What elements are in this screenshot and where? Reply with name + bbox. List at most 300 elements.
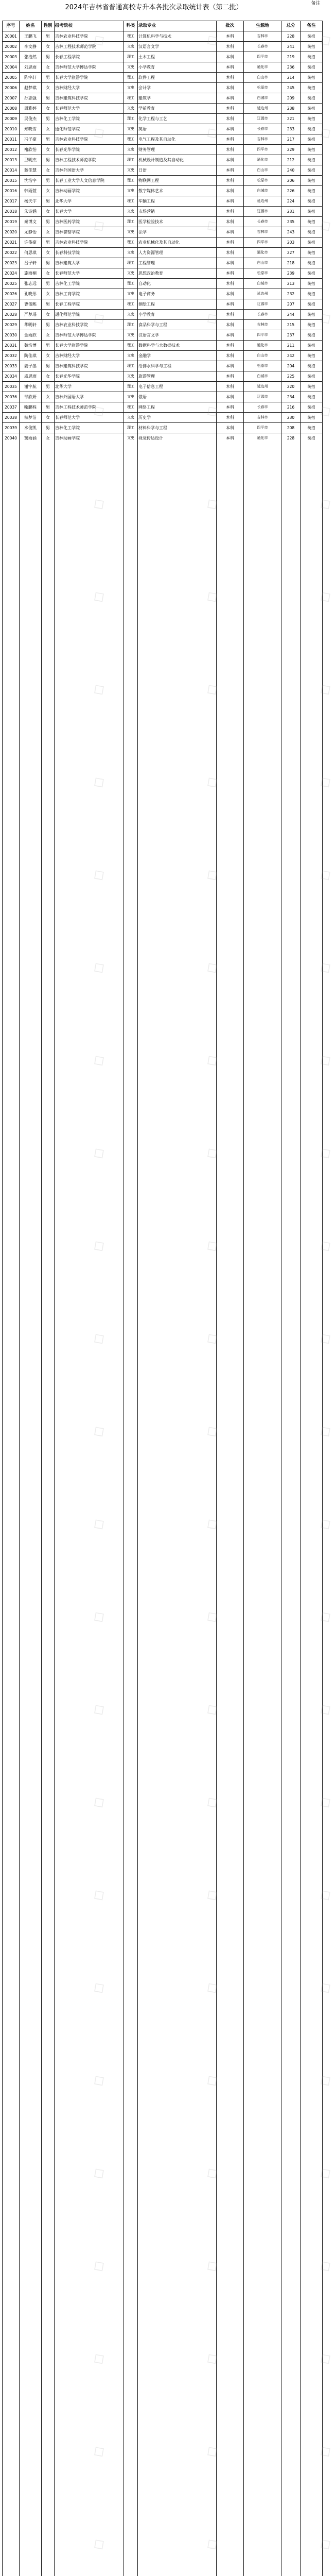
table-cell: 209 bbox=[287, 96, 295, 100]
table-cell: 本科 bbox=[226, 86, 234, 90]
table-cell: 20006 bbox=[5, 86, 17, 90]
table-cell: 20027 bbox=[5, 302, 17, 307]
table-cell: 男 bbox=[46, 178, 50, 183]
table-row bbox=[2, 103, 323, 113]
watermark-mark: ◇ bbox=[89, 1791, 109, 1813]
table-cell: 吉林化工学院 bbox=[55, 426, 80, 430]
table-cell: 孔晓彤 bbox=[24, 292, 37, 296]
watermark-mark: ◇ bbox=[202, 2069, 222, 2091]
column-header: 批次 bbox=[225, 23, 235, 28]
table-cell: 男 bbox=[46, 116, 50, 121]
table-cell: 理工 bbox=[127, 158, 134, 162]
table-cell: 统招 bbox=[307, 147, 315, 152]
watermark-mark: ◇ bbox=[202, 1605, 222, 1628]
table-cell: 孙志强 bbox=[24, 96, 37, 100]
table-cell: 延边州 bbox=[257, 106, 268, 110]
watermark-mark: ◇ bbox=[202, 214, 222, 236]
watermark-mark: ◇ bbox=[89, 1976, 109, 1998]
watermark-mark: ◇ bbox=[315, 1327, 335, 1349]
table-cell: 吉林动画学院 bbox=[55, 436, 80, 440]
table-cell: 20035 bbox=[5, 384, 17, 389]
table-cell: 长春工程学院 bbox=[55, 302, 80, 307]
table-cell: 男 bbox=[46, 34, 50, 39]
table-cell: 234 bbox=[287, 395, 295, 399]
table-cell: 汉语言文学 bbox=[138, 333, 159, 337]
watermark-mark: ◇ bbox=[89, 863, 109, 886]
table-cell: 理工 bbox=[127, 199, 134, 203]
table-cell: 市场营销 bbox=[138, 209, 155, 214]
table-cell: 统招 bbox=[307, 75, 315, 80]
watermark-mark: ◇ bbox=[315, 214, 335, 236]
table-cell: 秦博文 bbox=[24, 219, 37, 224]
table-cell: 20013 bbox=[5, 158, 17, 162]
table-cell: 20017 bbox=[5, 199, 17, 204]
column-header: 科类 bbox=[126, 23, 135, 28]
table-row bbox=[2, 268, 323, 278]
table-cell: 统招 bbox=[307, 364, 315, 368]
table-header-row bbox=[2, 21, 323, 31]
watermark-mark: ◇ bbox=[202, 1234, 222, 1257]
watermark-mark: ◇ bbox=[315, 1884, 335, 1906]
table-cell: 本科 bbox=[226, 230, 234, 234]
table-cell: 本科 bbox=[226, 353, 234, 358]
table-cell: 统招 bbox=[307, 55, 315, 59]
table-cell: 241 bbox=[287, 44, 295, 49]
table-cell: 松原市 bbox=[257, 271, 268, 275]
watermark-mark: ◇ bbox=[89, 29, 109, 51]
watermark-mark: ◇ bbox=[202, 1049, 222, 1071]
table-row bbox=[2, 402, 323, 412]
table-cell: 小学教育 bbox=[138, 312, 155, 317]
table-cell: 女 bbox=[46, 395, 50, 399]
table-cell: 思想政治教育 bbox=[138, 271, 163, 276]
table-cell: 217 bbox=[287, 137, 295, 142]
table-cell: 文史 bbox=[127, 209, 134, 213]
table-cell: 理工 bbox=[127, 384, 134, 388]
table-cell: 统招 bbox=[307, 219, 315, 224]
table-cell: 白山市 bbox=[257, 75, 268, 79]
table-cell: 统招 bbox=[307, 353, 315, 358]
table-cell: 吉林师范大学博达学院 bbox=[55, 333, 96, 337]
table-cell: 长春市 bbox=[257, 44, 268, 48]
table-cell: 女 bbox=[46, 333, 50, 337]
table-row bbox=[2, 93, 323, 103]
table-cell: 统招 bbox=[307, 127, 315, 131]
watermark-mark: ◇ bbox=[89, 493, 109, 515]
table-cell: 本科 bbox=[226, 44, 234, 49]
table-row bbox=[2, 165, 323, 175]
table-cell: 辽源市 bbox=[257, 116, 268, 121]
watermark-mark: ◇ bbox=[89, 2440, 109, 2462]
watermark-mark: ◇ bbox=[315, 1976, 335, 1998]
table-cell: 本科 bbox=[226, 302, 234, 307]
table-cell: 统招 bbox=[307, 281, 315, 286]
table-cell: 本科 bbox=[226, 96, 234, 100]
column-header: 备注 bbox=[307, 23, 316, 28]
table-cell: 吕子轩 bbox=[24, 261, 37, 265]
table-cell: 吉林外国语大学 bbox=[55, 395, 84, 399]
table-cell: 男 bbox=[46, 158, 50, 162]
table-cell: 延边州 bbox=[257, 199, 268, 203]
table-cell: 长春师范大学 bbox=[55, 271, 80, 276]
table-cell: 本科 bbox=[226, 75, 234, 80]
table-cell: 四平市 bbox=[257, 333, 268, 337]
watermark-mark: ◇ bbox=[315, 29, 335, 51]
table-cell: 216 bbox=[287, 405, 295, 410]
table-cell: 221 bbox=[287, 116, 295, 121]
watermark-mark: ◇ bbox=[315, 493, 335, 515]
table-cell: 工程管理 bbox=[138, 261, 155, 265]
admission-sheet bbox=[2, 0, 323, 2576]
table-cell: 20009 bbox=[5, 116, 17, 121]
table-cell: 理工 bbox=[127, 55, 134, 59]
column-header: 序号 bbox=[6, 23, 15, 28]
table-cell: 女 bbox=[46, 86, 50, 90]
table-cell: 文史 bbox=[127, 312, 134, 316]
watermark-mark: ◇ bbox=[202, 956, 222, 978]
table-cell: 203 bbox=[287, 240, 295, 245]
table-cell: 统招 bbox=[307, 415, 315, 420]
page-title: 2024年吉林省普通高校专升本各批次录取统计表（第二批） bbox=[65, 4, 243, 11]
watermark-mark: ◇ bbox=[315, 2255, 335, 2277]
table-cell: 旅游管理 bbox=[138, 374, 155, 379]
table-cell: 统招 bbox=[307, 395, 315, 399]
watermark-mark: ◇ bbox=[315, 956, 335, 978]
watermark-mark: ◇ bbox=[89, 2533, 109, 2555]
table-cell: 男 bbox=[46, 384, 50, 389]
table-cell: 医学检验技术 bbox=[138, 219, 163, 224]
table-cell: 男 bbox=[46, 219, 50, 224]
watermark-mark: ◇ bbox=[202, 400, 222, 422]
table-cell: 人力资源管理 bbox=[138, 250, 163, 255]
table-cell: 206 bbox=[287, 178, 295, 183]
watermark-mark: ◇ bbox=[202, 2162, 222, 2184]
table-row bbox=[2, 361, 323, 371]
table-cell: 金融学 bbox=[138, 353, 151, 358]
table-cell: 统招 bbox=[307, 199, 315, 204]
table-cell: 245 bbox=[287, 86, 295, 90]
table-cell: 本科 bbox=[226, 395, 234, 399]
table-cell: 20025 bbox=[5, 281, 17, 286]
table-row bbox=[2, 124, 323, 134]
table-cell: 白城市 bbox=[257, 96, 268, 100]
table-cell: 理工 bbox=[127, 426, 134, 430]
table-row bbox=[2, 289, 323, 299]
watermark-mark: ◇ bbox=[315, 1142, 335, 1164]
table-cell: 电子商务 bbox=[138, 292, 155, 296]
table-cell: 吉林农业科技学院 bbox=[55, 323, 88, 327]
watermark-mark: ◇ bbox=[315, 400, 335, 422]
table-cell: 理工 bbox=[127, 343, 134, 347]
table-cell: 理工 bbox=[127, 219, 134, 224]
table-cell: 何思琪 bbox=[24, 250, 37, 255]
table-cell: 通化市 bbox=[257, 158, 268, 162]
table-cell: 吉林建筑科技学院 bbox=[55, 96, 88, 100]
watermark-mark: ◇ bbox=[202, 1327, 222, 1349]
table-cell: 通化市 bbox=[257, 65, 268, 69]
table-cell: 男 bbox=[46, 199, 50, 204]
table-cell: 统招 bbox=[307, 44, 315, 49]
table-cell: 英语 bbox=[138, 127, 147, 131]
table-cell: 20015 bbox=[5, 178, 17, 183]
table-cell: 吉林市 bbox=[257, 137, 268, 141]
table-cell: 228 bbox=[287, 34, 295, 39]
table-cell: 通化市 bbox=[257, 436, 268, 440]
table-cell: 本科 bbox=[226, 312, 234, 317]
watermark-mark: ◇ bbox=[202, 1698, 222, 1720]
watermark-mark: ◇ bbox=[202, 771, 222, 793]
table-cell: 通化师范学院 bbox=[55, 312, 80, 317]
table-cell: 233 bbox=[287, 127, 295, 131]
table-cell: 文史 bbox=[127, 168, 134, 172]
table-cell: 统招 bbox=[307, 333, 315, 337]
table-cell: 本科 bbox=[226, 364, 234, 368]
table-cell: 文史 bbox=[127, 86, 134, 90]
table-cell: 204 bbox=[287, 364, 295, 368]
watermark-mark: ◇ bbox=[202, 1513, 222, 1535]
table-cell: 225 bbox=[287, 374, 295, 379]
column-header: 总分 bbox=[286, 23, 295, 28]
table-cell: 男 bbox=[46, 364, 50, 368]
table-cell: 215 bbox=[287, 323, 295, 327]
table-cell: 20039 bbox=[5, 426, 17, 430]
table-cell: 20019 bbox=[5, 219, 17, 224]
table-cell: 男 bbox=[46, 137, 50, 142]
table-row bbox=[2, 309, 323, 319]
watermark-mark: ◇ bbox=[315, 585, 335, 607]
table-cell: 吉林农业科技学院 bbox=[55, 34, 88, 39]
table-cell: 松原市 bbox=[257, 178, 268, 182]
table-cell: 本科 bbox=[226, 178, 234, 183]
table-cell: 数字媒体艺术 bbox=[138, 189, 163, 193]
table-cell: 华明轩 bbox=[24, 323, 37, 327]
watermark-mark: ◇ bbox=[315, 2069, 335, 2091]
table-cell: 211 bbox=[287, 343, 295, 348]
table-cell: 男 bbox=[46, 426, 50, 430]
table-cell: 文史 bbox=[127, 374, 134, 378]
table-cell: 20003 bbox=[5, 55, 17, 59]
table-cell: 吉林师范大学博达学院 bbox=[55, 65, 96, 70]
table-cell: 吉林农业科技学院 bbox=[55, 240, 88, 245]
watermark-mark: ◇ bbox=[89, 1142, 109, 1164]
table-cell: 魏浩博 bbox=[24, 343, 37, 348]
table-cell: 理工 bbox=[127, 405, 134, 409]
watermark-mark: ◇ bbox=[202, 1791, 222, 1813]
watermark-mark: ◇ bbox=[202, 585, 222, 607]
table-cell: 男 bbox=[46, 55, 50, 59]
table-cell: 240 bbox=[287, 168, 295, 173]
table-row bbox=[2, 206, 323, 216]
table-row bbox=[2, 381, 323, 392]
table-cell: 本科 bbox=[226, 271, 234, 276]
table-cell: 220 bbox=[287, 384, 295, 389]
watermark-mark: ◇ bbox=[315, 2440, 335, 2462]
table-cell: 统招 bbox=[307, 426, 315, 430]
table-cell: 吉林医药学院 bbox=[55, 219, 80, 224]
table-cell: 白山市 bbox=[257, 168, 268, 172]
table-cell: 244 bbox=[287, 312, 295, 317]
table-cell: 本科 bbox=[226, 116, 234, 121]
table-cell: 20034 bbox=[5, 374, 17, 379]
table-cell: 文史 bbox=[127, 436, 134, 440]
column-header: 报考院校 bbox=[55, 23, 73, 28]
table-cell: 北华大学 bbox=[55, 199, 72, 204]
table-cell: 本科 bbox=[226, 199, 234, 204]
table-cell: 本科 bbox=[226, 55, 234, 59]
table-cell: 20022 bbox=[5, 250, 17, 255]
table-cell: 严梦瑶 bbox=[24, 312, 37, 317]
table-cell: 统招 bbox=[307, 312, 315, 317]
table-cell: 测绘工程 bbox=[138, 302, 155, 307]
table-cell: 男 bbox=[46, 323, 50, 327]
table-cell: 20002 bbox=[5, 44, 17, 49]
table-cell: 20030 bbox=[5, 333, 17, 337]
table-cell: 冯子豪 bbox=[24, 137, 37, 142]
table-cell: 20032 bbox=[5, 353, 17, 358]
table-cell: 网络工程 bbox=[138, 405, 155, 410]
table-cell: 20014 bbox=[5, 168, 17, 173]
table-row bbox=[2, 144, 323, 155]
table-cell: 226 bbox=[287, 189, 295, 193]
table-cell: 20031 bbox=[5, 343, 17, 348]
table-cell: 陶佳琪 bbox=[24, 353, 37, 358]
table-row bbox=[2, 41, 323, 52]
watermark-mark: ◇ bbox=[202, 2255, 222, 2277]
table-cell: 本科 bbox=[226, 209, 234, 214]
table-cell: 白城市 bbox=[257, 374, 268, 378]
table-cell: 四平市 bbox=[257, 240, 268, 244]
table-cell: 20016 bbox=[5, 189, 17, 193]
table-cell: 214 bbox=[287, 75, 295, 80]
table-cell: 吉林动画学院 bbox=[55, 189, 80, 193]
table-cell: 长春师范大学 bbox=[55, 415, 80, 420]
table-cell: 小学教育 bbox=[138, 65, 155, 70]
table-row bbox=[2, 185, 323, 196]
table-cell: 戚思雨 bbox=[24, 374, 37, 379]
table-cell: 本科 bbox=[226, 415, 234, 420]
table-cell: 本科 bbox=[226, 34, 234, 39]
table-cell: 20005 bbox=[5, 75, 17, 80]
table-cell: 231 bbox=[287, 209, 295, 214]
table-cell: 本科 bbox=[226, 405, 234, 410]
table-cell: 本科 bbox=[226, 292, 234, 296]
watermark-mark: ◇ bbox=[89, 122, 109, 144]
table-cell: 吉林工程技术师范学院 bbox=[55, 158, 96, 162]
table-cell: 统招 bbox=[307, 250, 315, 255]
table-row bbox=[2, 422, 323, 433]
table-cell: 张浩然 bbox=[24, 55, 37, 59]
table-cell: 统招 bbox=[307, 96, 315, 100]
table-row bbox=[2, 371, 323, 381]
watermark-mark: ◇ bbox=[315, 1698, 335, 1720]
table-cell: 吴俊杰 bbox=[24, 116, 37, 121]
table-cell: 20040 bbox=[5, 436, 17, 440]
table-cell: 20033 bbox=[5, 364, 17, 368]
table-cell: 机械设计制造及其自动化 bbox=[138, 158, 184, 162]
table-cell: 松原市 bbox=[257, 86, 268, 90]
table-cell: 229 bbox=[287, 147, 295, 152]
table-cell: 本科 bbox=[226, 240, 234, 245]
table-cell: 水俊凯 bbox=[24, 426, 37, 430]
table-cell: 230 bbox=[287, 415, 295, 420]
table-cell: 白城市 bbox=[257, 189, 268, 193]
table-cell: 213 bbox=[287, 281, 295, 286]
table-cell: 文史 bbox=[127, 189, 134, 193]
table-cell: 20011 bbox=[5, 137, 17, 142]
table-cell: 朱诗涵 bbox=[24, 209, 37, 214]
table-cell: 本科 bbox=[226, 250, 234, 255]
watermark-mark: ◇ bbox=[89, 585, 109, 607]
table-cell: 长春大学旅游学院 bbox=[55, 343, 88, 348]
watermark-mark: ◇ bbox=[202, 2533, 222, 2555]
table-cell: 长春大学 bbox=[55, 209, 72, 214]
table-cell: 长春市 bbox=[257, 405, 268, 409]
table-cell: 张志远 bbox=[24, 281, 37, 286]
table-cell: 20012 bbox=[5, 147, 17, 152]
table-cell: 延边州 bbox=[257, 384, 268, 388]
watermark-mark: ◇ bbox=[89, 956, 109, 978]
table-cell: 四平市 bbox=[257, 55, 268, 59]
watermark-mark: ◇ bbox=[89, 771, 109, 793]
watermark-mark: ◇ bbox=[202, 122, 222, 144]
table-cell: 长春市 bbox=[257, 312, 268, 316]
table-cell: 吉林工程技术师范学院 bbox=[55, 44, 96, 49]
table-cell: 女 bbox=[46, 374, 50, 379]
table-cell: 材料科学与工程 bbox=[138, 426, 167, 430]
table-row bbox=[2, 216, 323, 227]
watermark-mark: ◇ bbox=[202, 1420, 222, 1442]
table-cell: 理工 bbox=[127, 178, 134, 182]
table-cell: 理工 bbox=[127, 34, 134, 38]
table-cell: 吉林外国语大学 bbox=[55, 168, 84, 173]
table-cell: 软件工程 bbox=[138, 75, 155, 80]
table-row bbox=[2, 247, 323, 258]
table-cell: 吉林市 bbox=[257, 34, 268, 38]
watermark-mark: ◇ bbox=[315, 1791, 335, 1813]
watermark-mark: ◇ bbox=[315, 1420, 335, 1442]
watermark-mark: ◇ bbox=[202, 2440, 222, 2462]
table-cell: 本科 bbox=[226, 65, 234, 70]
table-cell: 239 bbox=[287, 271, 295, 276]
table-cell: 文史 bbox=[127, 147, 134, 151]
watermark-mark: ◇ bbox=[89, 2069, 109, 2091]
table-cell: 统招 bbox=[307, 323, 315, 327]
watermark-mark: ◇ bbox=[89, 1513, 109, 1535]
watermark-mark: ◇ bbox=[89, 1234, 109, 1257]
table-row bbox=[2, 258, 323, 268]
table-cell: 227 bbox=[287, 250, 295, 255]
table-cell: 建筑学 bbox=[138, 96, 151, 100]
table-cell: 统招 bbox=[307, 261, 315, 265]
table-cell: 汉语言文学 bbox=[138, 44, 159, 49]
table-cell: 长春工程学院 bbox=[55, 55, 80, 59]
table-cell: 男 bbox=[46, 343, 50, 348]
table-cell: 男 bbox=[46, 281, 50, 286]
table-cell: 男 bbox=[46, 96, 50, 100]
table-cell: 本科 bbox=[226, 333, 234, 337]
table-row bbox=[2, 31, 323, 41]
table-cell: 韩雨萱 bbox=[24, 189, 37, 193]
table-cell: 本科 bbox=[226, 374, 234, 379]
column-header: 生源地 bbox=[256, 23, 269, 28]
table-row bbox=[2, 52, 323, 62]
table-cell: 统招 bbox=[307, 384, 315, 389]
table-cell: 20037 bbox=[5, 405, 17, 410]
watermark-mark: ◇ bbox=[315, 1513, 335, 1535]
table-cell: 吉林农业科技学院 bbox=[55, 137, 88, 142]
table-row bbox=[2, 433, 323, 443]
table-cell: 本科 bbox=[226, 323, 234, 327]
